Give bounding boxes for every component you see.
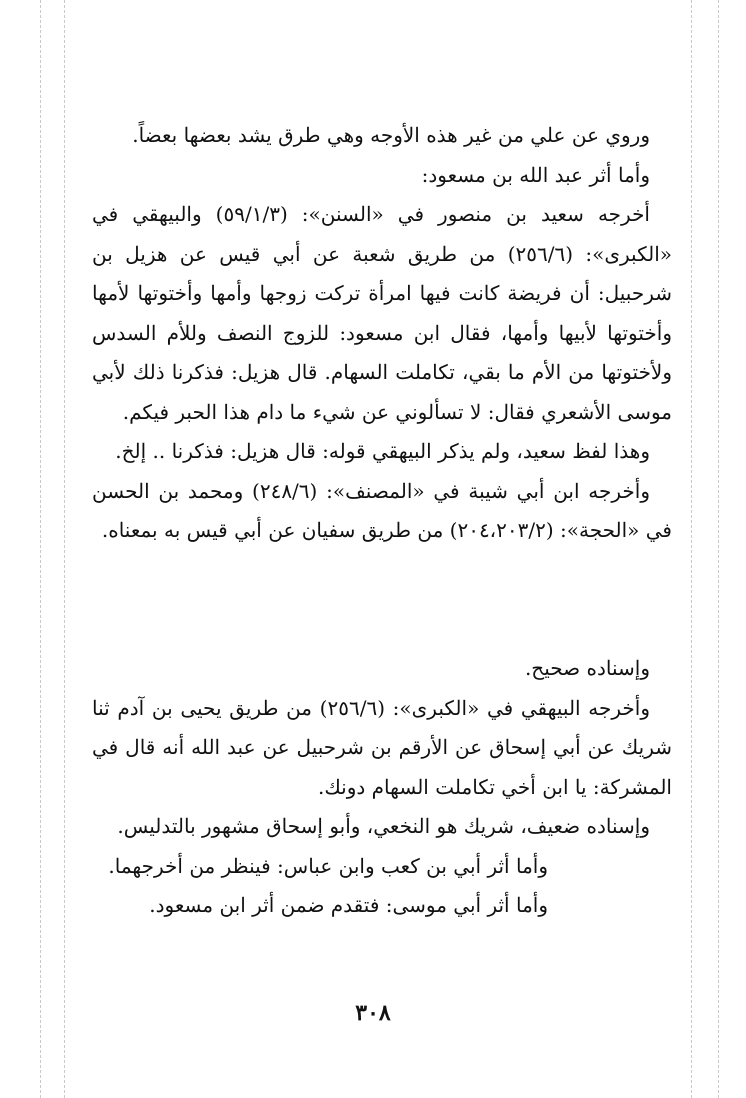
scan-guide-line [718, 0, 719, 1098]
paragraph-ibn-masud-heading: وأما أثر عبد الله بن مسعود: [421, 162, 650, 187]
scan-guide-line [691, 0, 692, 1098]
paragraph-ali-narration: وروي عن علي من غير هذه الأوجه وهي طرق يشد بعضها بعضاً. [132, 123, 650, 147]
paragraph-ibn-abi-shaybah: وأخرجه ابن أبي شيبة في «المصنف»: (٢٤٨/٦) ومحمد بن الحسن في «الحجة»: (٢٠٤،٢٠٣/٢) من طريق سفيان عن أبي قيس به بمعناه. [92, 478, 672, 542]
paragraph-said-wording: وهذا لفظ سعيد، ولم يذكر البيهقي قوله: قال هزيل: فذكرنا .. إلخ. [115, 439, 650, 463]
page-number: ٣٠٨ [355, 1000, 391, 1026]
paragraph-bayhaqi-sharik: وأخرجه البيهقي في «الكبرى»: (٢٥٦/٦) من طريق يحيى بن آدم ثنا شريك عن أبي إسحاق عن الأرقم بن شرحبيل عن عبد الله أنه قال في المشركة: يا ابن أخي تكاملت السهام دونك. [92, 695, 672, 799]
scan-guide-line [64, 0, 65, 1098]
paragraph-isnad-sahih: وإسناده صحيح. [524, 656, 650, 680]
body-text-upper [92, 116, 672, 551]
scan-guide-line [40, 0, 41, 1098]
paragraph-said-ibn-mansur: أخرجه سعيد بن منصور في «السنن»: (٥٩/١/٣) والبيهقي في «الكبرى»: (٢٥٦/٦) من طريق شعبة عن أبي قيس عن هزيل بن شرحبيل: أن فريضة كانت فيها امرأة تركت زوجها وأمها وأختوتها لأمها وأختوتها لأبيها وأمها، فقال ابن مسعود: للزوج النصف وللأم السدس ولأختوتها من الأم ما بقي، تكاملت السهام. قال هزيل: فذكرنا ذلك لأبي موسى الأشعري فقال: لا تسألوني عن شيء ما دام هذا الحبر فيكم. [92, 202, 672, 424]
paragraph-isnad-daif: وإسناده ضعيف، شريك هو النخعي، وأبو إسحاق مشهور بالتدليس. [117, 814, 650, 838]
paragraph-ubayy-ibn-abbas: وأما أثر أبي بن كعب وابن عباس: فينظر من أخرجهما. [108, 853, 548, 878]
body-text-lower [92, 649, 672, 926]
paragraph-abu-musa: وأما أثر أبي موسى: فتقدم ضمن أثر ابن مسعود. [149, 893, 548, 917]
